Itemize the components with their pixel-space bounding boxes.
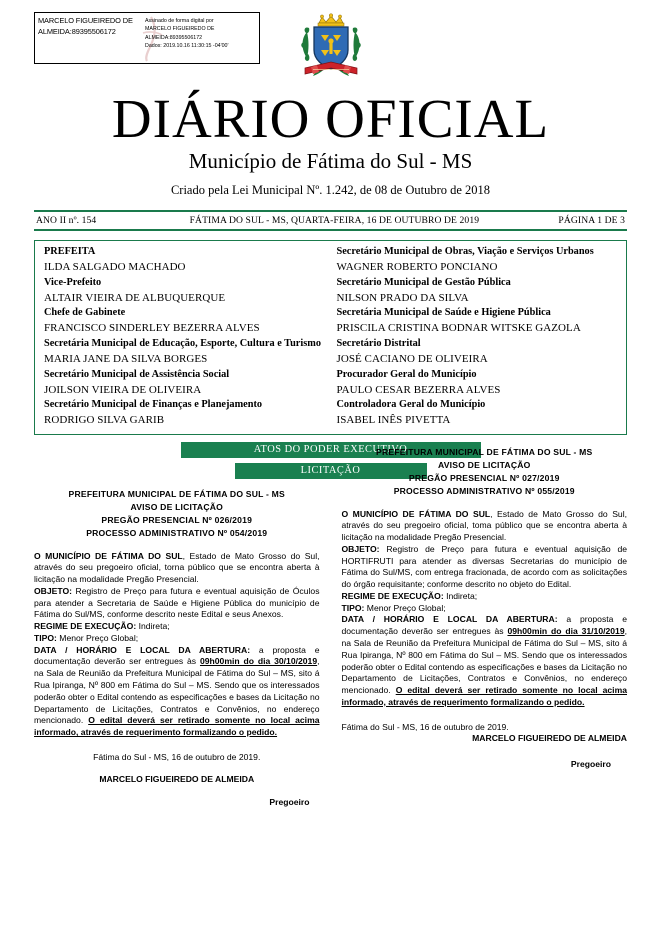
data-label: DATA / HORÁRIO E LOCAL DA ABERTURA: [34,644,251,655]
data-text-2: , na Sala de Reunião da Prefeitura Municipal de Fátima do Sul – MS, sito á Rua Ipiranga, Nº 800 em Fátima do Sul – MS. Sendo que os interessados poderão obter o Edital contendo as especificações e bases da Licitação no Departamento de Licitações, Contratos e Convênios, no endereço mencionado. [341,626,628,696]
closing-date: Fátima do Sul - MS, 16 de outubro de 2019. [341,721,509,732]
official-role: Secretária Municipal de Educação, Esporte, Cultura e Turismo [44,338,321,350]
notice-data-paragraph [34,645,320,739]
official-role: Secretário Distrital [336,338,421,350]
data-highlight: 09h00min do dia 31/10/2019 [507,626,625,637]
notice-intro-rest: , Estado de Mato Grosso do Sul, através do seu pregoeiro oficial, toma público que se encontra aberta à licitação na modalidade Pregão Presencial. [341,508,628,543]
tipo-label: TIPO: [34,632,57,643]
notice-regime-paragraph [342,591,628,603]
section-banner-executive-acts: ATOS DO PODER EXECUTIVO [181,442,481,458]
official-role: Secretário Municipal de Gestão Pública [336,276,511,288]
official-role: Secretário Municipal de Obras, Viação e Serviços Urbanos [336,246,594,258]
notice-header-line-1: PREFEITURA MUNICIPAL DE FÁTIMA DO SUL - MS [376,446,593,457]
official-role: Secretário Municipal de Finanças e Planejamento [44,399,263,411]
edital-final-note: O edital deverá ser retirado somente no local acima informado, através de requerimento formalizando o pedido. [341,685,627,707]
objeto-label: OBJETO: [341,543,380,554]
regime-text: Indireta; [443,590,478,601]
official-name: PAULO CESAR BEZERRA ALVES [336,383,501,396]
notice-header-line-3: PREGÃO PRESENCIAL Nº 026/2019 [101,514,253,525]
notice-body [34,551,320,739]
official-role: Vice-Prefeito [44,276,102,288]
issue-date-location: FÁTIMA DO SUL - MS, QUARTA-FEIRA, 16 DE OUTUBRO DE 2019 [189,215,480,227]
data-text-1: a proposta e documentação deverão ser entregues às [341,614,628,637]
officials-column-left [35,245,331,429]
tipo-text: Menor Preço Global; [56,632,139,643]
notice-intro-bold: O MUNICÍPIO DE FÁTIMA DO SUL [341,508,491,519]
objeto-text: Registro de Preço para futura e eventual aquisição de Óculos para atender a Secretaria de Saúde e Higiene Pública do município de Fátima do Sul/MS, conforme descrito neste Edital e seus Anexos. [34,585,320,620]
signature-meta-line-2: MARCELO FIGUEIREDO DE [145,26,215,33]
digital-signature-stamp [34,12,260,64]
signature-signer-name: MARCELO FIGUEIREDO DE ALMEIDA:89395506172 [38,16,133,36]
official-role: Procurador Geral do Município [336,368,477,380]
official-name: FRANCISCO SINDERLEY BEZERRA ALVES [44,322,260,335]
notice-objeto-paragraph [34,586,320,621]
notice-tipo-paragraph [34,633,320,645]
notice-objeto-paragraph [342,544,628,591]
official-name: MARIA JANE DA SILVA BORGES [44,352,208,365]
issue-info-bar [34,210,627,231]
notice-header [342,446,628,498]
signature-meta-line-3: ALMEIDA:89395506172 [145,34,203,41]
objeto-label: OBJETO: [34,585,73,596]
official-name: JOILSON VIEIRA DE OLIVEIRA [44,383,202,396]
data-label: DATA / HORÁRIO E LOCAL DA ABERTURA: [341,614,558,625]
tipo-text: Menor Preço Global; [364,602,446,613]
official-role: PREFEITA [44,246,96,258]
objeto-text: Registro de Preço para futura e eventual aquisição de HORTIFRUTI para atender as diversas Secretarias do município de Fátima do Sul/MS, com entrega fracionada, de acordo com as solicitações do órgão requisitante; conforme descrito no objeto do Edital. [341,543,627,590]
signature-meta-line-1: Assinado de forma digital por [145,18,214,24]
official-name: WAGNER ROBERTO PONCIANO [336,260,498,273]
signature-meta-line-4: Dados: 2019.10.16 11:30:15 -04'00' [145,43,229,50]
notice-pregao-027 [342,446,628,807]
official-name: RODRIGO SILVA GARIB [44,414,165,427]
notice-data-paragraph [342,614,628,708]
official-name: JOSÉ CACIANO DE OLIVEIRA [336,352,488,365]
data-text-2: , na Sala de Reunião da Prefeitura Municipal de Fátima do Sul – MS, sito á Rua Ipiranga, Nº 800 em Fátima do Sul – MS. Sendo que os interessados poderão obter o Edital contendo as especificações e bases da Licitação no Departamento de Licitações, Contratos e Convênios, no endereço mencionado. [34,656,320,726]
official-name: ILDA SALGADO MACHADO [44,260,186,273]
notice-regime-paragraph [34,621,320,633]
notice-header-line-2: AVISO DE LICITAÇÃO [437,459,531,470]
notice-tipo-paragraph [342,603,628,615]
notice-pregao-026 [34,488,320,807]
closing-signatory-role: Pregoeiro [570,758,611,769]
notice-header-line-4: PROCESSO ADMINISTRATIVO Nº 054/2019 [86,527,268,538]
notice-intro-paragraph [342,509,628,544]
page-title: DIÁRIO OFICIAL [111,88,550,149]
official-name: ISABEL INÊS PIVETTA [336,414,451,427]
regime-label: REGIME DE EXECUÇÃO: [34,621,137,632]
coat-of-arms-icon [299,12,363,88]
official-role: Secretário Municipal de Assistência Social [44,368,230,380]
notice-header-line-2: AVISO DE LICITAÇÃO [130,501,224,512]
issue-number: ANO II nº. 154 [36,215,97,227]
official-role: Secretária Municipal de Saúde e Higiene Pública [336,307,551,319]
notice-header [34,488,320,540]
regime-text: Indireta; [136,621,170,632]
closing-date: Fátima do Sul - MS, 16 de outubro de 2019. [93,751,261,762]
data-text-1: a proposta e documentação deverão ser entregues às [34,644,320,667]
regime-label: REGIME DE EXECUÇÃO: [341,590,444,601]
official-role: Chefe de Gabinete [44,307,126,319]
closing-signatory-name: MARCELO FIGUEIREDO DE ALMEIDA [99,773,255,784]
closing-signatory-role: Pregoeiro [269,796,310,807]
edital-final-note: O edital deverá ser retirado somente no local acima informado, através de requerimento formalizando o pedido. [34,715,320,738]
officials-column-right [331,245,627,429]
notice-body [342,509,628,709]
masthead-subtitle: Município de Fátima do Sul - MS [188,148,473,173]
tipo-label: TIPO: [341,602,365,613]
data-highlight: 09h00min do dia 30/10/2019 [199,656,318,667]
notice-intro-bold: O MUNICÍPIO DE FÁTIMA DO SUL [34,550,183,561]
official-role: Controladora Geral do Município [336,399,486,411]
closing-signatory-name: MARCELO FIGUEIREDO DE ALMEIDA [472,732,627,743]
notice-header-line-4: PROCESSO ADMINISTRATIVO Nº 055/2019 [393,485,575,496]
official-name: PRISCILA CRISTINA BODNAR WITSKE GAZOLA [336,322,581,335]
notice-intro-rest: , Estado de Mato Grosso do Sul, através do seu pregoeiro oficial, torna público que se encontra aberta à licitação na modalidade Pregão Presencial. [34,550,320,585]
notice-header-line-1: PREFEITURA MUNICIPAL DE FÁTIMA DO SUL - MS [68,488,285,499]
notice-header-line-3: PREGÃO PRESENCIAL Nº 027/2019 [408,472,560,483]
masthead-law-line: Criado pela Lei Municipal Nº. 1.242, de 08 de Outubro de 2018 [170,183,491,198]
signature-metadata [142,13,259,63]
official-name: ALTAIR VIEIRA DE ALBUQUERQUE [44,291,226,304]
official-name: NILSON PRADO DA SILVA [336,291,469,304]
officials-box [34,240,627,435]
page-indicator: PÁGINA 1 DE 3 [558,215,625,227]
section-banner-bidding: LICITAÇÃO [235,463,427,479]
notice-intro-paragraph [34,551,320,586]
